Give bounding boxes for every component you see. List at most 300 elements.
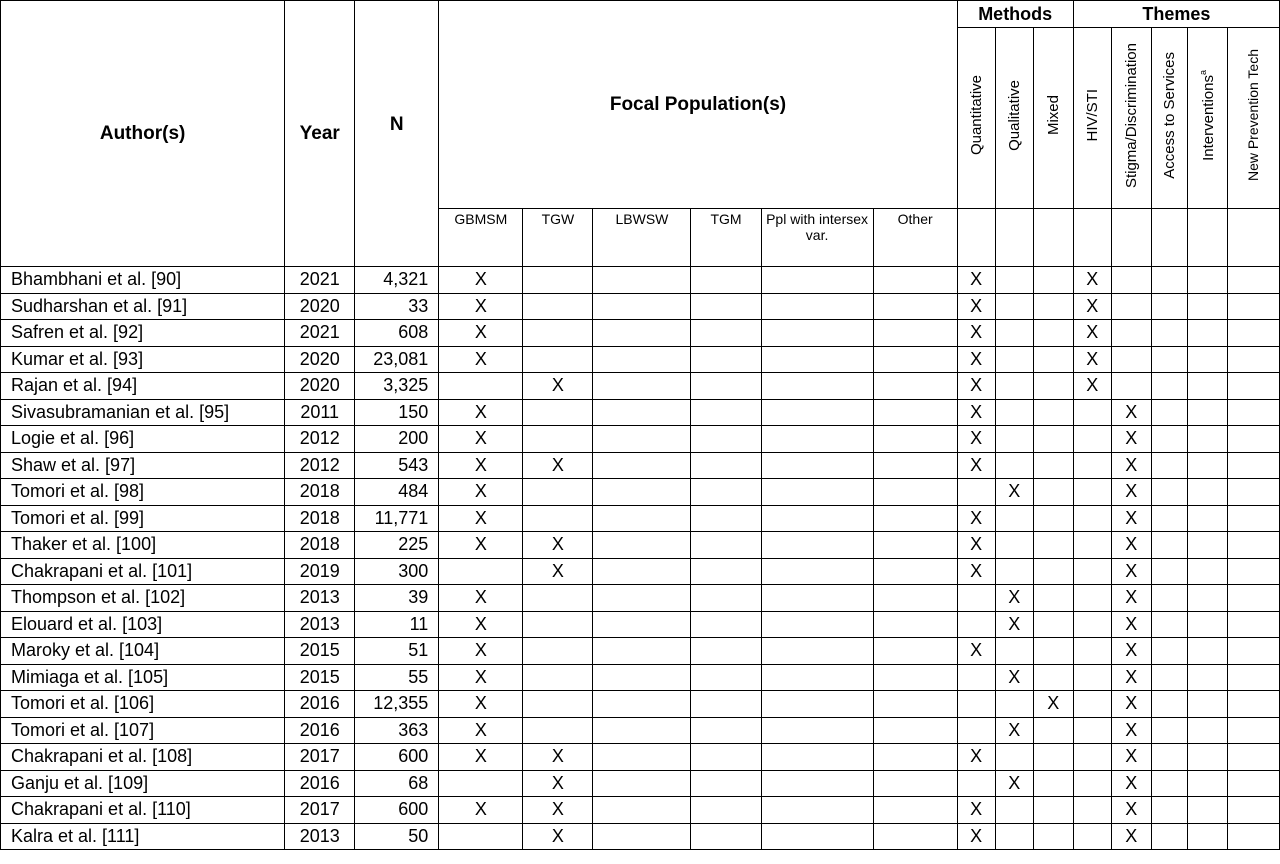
method-mark-cell [1033,532,1073,559]
focal-mark-cell [691,744,761,771]
focal-mark-cell [691,346,761,373]
focal-mark-cell [593,744,691,771]
table-row [1,505,1280,532]
year-cell: 2012 [285,452,355,479]
theme-mark-cell [1227,399,1279,426]
theme-mark-cell [1151,717,1187,744]
theme-mark-cell [1151,558,1187,585]
focal-mark-cell [593,373,691,400]
theme-mark-cell: X [1111,823,1151,850]
theme-mark-cell: X [1073,346,1111,373]
theme-mark-cell [1187,267,1227,294]
table-row [1,373,1280,400]
focal-mark-cell: X [439,638,523,665]
author-header: Author(s) [1,1,285,267]
theme-mark-cell [1151,797,1187,824]
focal-mark-cell [691,717,761,744]
focal-mark-cell [761,267,873,294]
theme-mark-cell [1227,346,1279,373]
theme-col-label: Stigma/Discrimination [1122,42,1140,189]
focal-mark-cell [691,373,761,400]
n-cell: 600 [355,744,439,771]
focal-mark-cell [523,585,593,612]
n-cell: 200 [355,426,439,453]
year-cell: 2021 [285,320,355,347]
focal-mark-cell [523,611,593,638]
method-mark-cell [1033,558,1073,585]
method-mark-cell: X [957,399,995,426]
theme-mark-cell: X [1111,505,1151,532]
focal-mark-cell [873,638,957,665]
focal-mark-cell [691,823,761,850]
theme-mark-cell [1073,770,1111,797]
theme-col-header [1073,28,1111,209]
year-cell: 2016 [285,717,355,744]
method-mark-cell: X [957,452,995,479]
theme-mark-cell [1151,373,1187,400]
focal-mark-cell [523,399,593,426]
n-cell: 51 [355,638,439,665]
method-mark-cell: X [957,267,995,294]
theme-mark-cell [1187,293,1227,320]
n-cell: 50 [355,823,439,850]
focal-mark-cell [873,399,957,426]
theme-mark-cell [1227,823,1279,850]
focal-mark-cell: X [523,558,593,585]
theme-mark-cell [1111,267,1151,294]
focal-mark-cell [761,426,873,453]
method-col-label: Mixed [1044,95,1062,136]
blank-cell [1187,209,1227,267]
table-row [1,585,1280,612]
theme-mark-cell [1227,452,1279,479]
n-cell: 150 [355,399,439,426]
method-mark-cell [995,638,1033,665]
method-mark-cell [995,399,1033,426]
year-cell: 2020 [285,293,355,320]
focal-mark-cell [761,770,873,797]
n-cell: 4,321 [355,267,439,294]
author-cell: Mimiaga et al. [105] [1,664,285,691]
theme-mark-cell [1187,373,1227,400]
focal-mark-cell [873,717,957,744]
focal-mark-cell [873,664,957,691]
method-mark-cell [1033,505,1073,532]
theme-mark-cell: X [1111,452,1151,479]
focal-mark-cell [761,293,873,320]
table-row [1,664,1280,691]
theme-mark-cell [1151,664,1187,691]
theme-mark-cell [1111,320,1151,347]
theme-mark-cell [1187,797,1227,824]
method-mark-cell [1033,267,1073,294]
focal-mark-cell [691,797,761,824]
focal-mark-cell [593,611,691,638]
focal-mark-cell [691,479,761,506]
theme-mark-cell [1151,611,1187,638]
method-mark-cell: X [995,664,1033,691]
theme-mark-cell: X [1073,293,1111,320]
method-mark-cell: X [1033,691,1073,718]
theme-mark-cell [1187,664,1227,691]
focal-col-header: GBMSM [439,209,523,267]
focal-mark-cell: X [439,479,523,506]
method-mark-cell [957,585,995,612]
focal-mark-cell [761,717,873,744]
focal-mark-cell [873,267,957,294]
theme-mark-cell [1073,611,1111,638]
focal-mark-cell [761,373,873,400]
year-cell: 2013 [285,611,355,638]
theme-col-label [1198,70,1217,161]
theme-col-header [1187,28,1227,209]
table-row [1,611,1280,638]
theme-mark-cell [1227,267,1279,294]
method-mark-cell: X [957,638,995,665]
year-cell: 2020 [285,346,355,373]
focal-mark-cell [593,797,691,824]
blank-cell [1111,209,1151,267]
n-header: N [355,1,439,267]
focal-mark-cell [873,479,957,506]
focal-mark-cell [761,823,873,850]
method-col-header [957,28,995,209]
theme-mark-cell: X [1111,479,1151,506]
focal-mark-cell [691,611,761,638]
theme-mark-cell [1227,532,1279,559]
method-mark-cell [1033,426,1073,453]
table-row [1,823,1280,850]
year-cell: 2021 [285,267,355,294]
method-mark-cell: X [957,505,995,532]
theme-col-header [1111,28,1151,209]
author-cell: Logie et al. [96] [1,426,285,453]
method-col-header [1033,28,1073,209]
blank-cell [995,209,1033,267]
focal-mark-cell [691,664,761,691]
focal-mark-cell: X [523,373,593,400]
table-row [1,267,1280,294]
focal-mark-cell: X [523,532,593,559]
focal-mark-cell [439,770,523,797]
method-mark-cell: X [957,426,995,453]
focal-mark-cell: X [439,664,523,691]
theme-col-header [1227,28,1279,209]
author-cell: Tomori et al. [99] [1,505,285,532]
method-mark-cell: X [957,320,995,347]
blank-cell [1033,209,1073,267]
focal-mark-cell [691,399,761,426]
focal-mark-cell [873,452,957,479]
table-row [1,558,1280,585]
theme-mark-cell [1151,585,1187,612]
method-mark-cell [1033,770,1073,797]
table-row [1,293,1280,320]
method-col-header [995,28,1033,209]
method-mark-cell: X [957,532,995,559]
focal-mark-cell [691,691,761,718]
focal-mark-cell [761,532,873,559]
focal-mark-cell [761,744,873,771]
method-mark-cell [1033,664,1073,691]
method-mark-cell [1033,585,1073,612]
theme-mark-cell [1187,638,1227,665]
theme-mark-cell: X [1111,611,1151,638]
blank-cell [957,209,995,267]
theme-mark-cell [1073,399,1111,426]
author-cell: Kalra et al. [111] [1,823,285,850]
theme-mark-cell [1227,558,1279,585]
blank-cell [1073,209,1111,267]
theme-mark-cell [1187,717,1227,744]
n-cell: 3,325 [355,373,439,400]
author-cell: Tomori et al. [106] [1,691,285,718]
theme-mark-cell: X [1111,664,1151,691]
method-mark-cell: X [957,797,995,824]
theme-mark-cell [1187,744,1227,771]
focal-mark-cell [691,293,761,320]
author-cell: Rajan et al. [94] [1,373,285,400]
focal-mark-cell [761,585,873,612]
table-row [1,691,1280,718]
year-header: Year [285,1,355,267]
theme-mark-cell: X [1111,558,1151,585]
table-row [1,770,1280,797]
focal-mark-cell [523,691,593,718]
year-cell: 2013 [285,823,355,850]
focal-mark-cell [691,585,761,612]
focal-mark-cell [439,823,523,850]
focal-mark-cell [523,267,593,294]
theme-mark-cell [1227,770,1279,797]
theme-mark-cell [1111,373,1151,400]
focal-mark-cell [439,558,523,585]
focal-mark-cell [761,452,873,479]
focal-mark-cell [873,320,957,347]
table-row [1,346,1280,373]
focal-mark-cell [873,558,957,585]
theme-mark-cell: X [1111,770,1151,797]
year-cell: 2017 [285,797,355,824]
theme-mark-cell [1227,638,1279,665]
n-cell: 11,771 [355,505,439,532]
method-mark-cell [1033,479,1073,506]
author-cell: Elouard et al. [103] [1,611,285,638]
theme-mark-cell [1227,505,1279,532]
method-mark-cell [1033,293,1073,320]
table-body [1,267,1280,850]
theme-col-label: HIV/STI [1083,89,1101,142]
theme-mark-cell: X [1111,532,1151,559]
table-row [1,532,1280,559]
focal-mark-cell: X [523,823,593,850]
author-cell: Kumar et al. [93] [1,346,285,373]
theme-mark-cell [1227,585,1279,612]
theme-mark-cell [1187,823,1227,850]
focal-mark-cell: X [523,452,593,479]
method-mark-cell [995,797,1033,824]
theme-mark-cell [1151,532,1187,559]
n-cell: 300 [355,558,439,585]
n-cell: 23,081 [355,346,439,373]
n-cell: 55 [355,664,439,691]
focal-mark-cell [761,638,873,665]
method-mark-cell [995,426,1033,453]
method-mark-cell [1033,823,1073,850]
theme-col-label: New Prevention Tech [1245,49,1262,182]
focal-mark-cell [523,505,593,532]
table-row [1,638,1280,665]
focal-mark-cell [593,638,691,665]
focal-mark-cell [593,293,691,320]
focal-mark-cell [523,479,593,506]
focal-col-header: Other [873,209,957,267]
focal-mark-cell [593,320,691,347]
method-mark-cell [995,346,1033,373]
theme-mark-cell [1111,293,1151,320]
method-mark-cell: X [957,346,995,373]
theme-mark-cell: X [1111,399,1151,426]
n-cell: 600 [355,797,439,824]
theme-mark-cell [1151,823,1187,850]
focal-mark-cell: X [439,426,523,453]
theme-mark-cell [1073,505,1111,532]
theme-mark-cell [1151,479,1187,506]
theme-mark-cell [1187,399,1227,426]
theme-mark-cell [1187,452,1227,479]
focal-mark-cell: X [439,717,523,744]
focal-mark-cell: X [523,744,593,771]
method-mark-cell [995,691,1033,718]
n-cell: 11 [355,611,439,638]
method-mark-cell [995,452,1033,479]
blank-cell [1151,209,1187,267]
theme-mark-cell [1227,744,1279,771]
focal-mark-cell [761,346,873,373]
year-cell: 2018 [285,479,355,506]
focal-mark-cell [873,770,957,797]
method-mark-cell [1033,797,1073,824]
theme-mark-cell: X [1111,691,1151,718]
theme-mark-cell [1227,691,1279,718]
year-cell: 2015 [285,664,355,691]
method-mark-cell: X [995,585,1033,612]
focal-mark-cell [873,823,957,850]
method-mark-cell: X [957,744,995,771]
year-cell: 2011 [285,399,355,426]
focal-mark-cell [593,823,691,850]
theme-mark-cell [1227,664,1279,691]
table-row [1,744,1280,771]
focal-mark-cell [761,399,873,426]
author-cell: Maroky et al. [104] [1,638,285,665]
method-mark-cell [957,611,995,638]
theme-mark-cell [1151,399,1187,426]
method-col-label: Qualitative [1005,80,1023,151]
theme-mark-cell [1073,638,1111,665]
author-cell: Bhambhani et al. [90] [1,267,285,294]
theme-mark-cell [1187,585,1227,612]
focal-mark-cell [691,770,761,797]
focal-mark-cell [873,611,957,638]
focal-mark-cell [873,532,957,559]
year-cell: 2013 [285,585,355,612]
focal-mark-cell [761,479,873,506]
year-cell: 2018 [285,505,355,532]
theme-mark-cell [1151,320,1187,347]
focal-mark-cell [523,426,593,453]
method-mark-cell [1033,320,1073,347]
method-mark-cell: X [995,717,1033,744]
method-mark-cell: X [995,770,1033,797]
focal-mark-cell [439,373,523,400]
year-cell: 2019 [285,558,355,585]
focal-mark-cell [873,797,957,824]
focal-mark-cell [593,664,691,691]
theme-mark-cell [1187,505,1227,532]
focal-mark-cell: X [439,320,523,347]
theme-mark-cell [1073,664,1111,691]
theme-mark-cell [1151,638,1187,665]
method-mark-cell [1033,399,1073,426]
theme-mark-cell [1187,558,1227,585]
year-cell: 2016 [285,770,355,797]
theme-mark-cell [1073,744,1111,771]
focal-mark-cell [761,558,873,585]
focal-mark-cell [691,267,761,294]
n-cell: 484 [355,479,439,506]
blank-cell [1227,209,1279,267]
theme-mark-cell [1073,532,1111,559]
focal-mark-cell [523,346,593,373]
method-mark-cell [995,373,1033,400]
theme-mark-cell: X [1073,373,1111,400]
method-mark-cell [957,717,995,744]
method-mark-cell: X [995,611,1033,638]
focal-mark-cell [593,452,691,479]
focal-mark-cell: X [439,797,523,824]
focal-mark-cell [593,532,691,559]
n-cell: 33 [355,293,439,320]
theme-mark-cell [1187,426,1227,453]
focal-mark-cell [593,267,691,294]
theme-mark-cell: X [1073,320,1111,347]
theme-mark-cell [1187,691,1227,718]
theme-mark-cell: X [1111,744,1151,771]
theme-mark-cell [1151,346,1187,373]
focal-mark-cell: X [439,532,523,559]
focal-mark-cell: X [439,452,523,479]
author-cell: Shaw et al. [97] [1,452,285,479]
theme-mark-cell [1227,426,1279,453]
theme-mark-cell [1151,505,1187,532]
theme-mark-cell [1073,452,1111,479]
author-cell: Tomori et al. [98] [1,479,285,506]
theme-mark-cell: X [1111,717,1151,744]
focal-mark-cell [523,638,593,665]
method-mark-cell [995,293,1033,320]
focal-col-header: LBWSW [593,209,691,267]
theme-col-header [1151,28,1187,209]
n-cell: 225 [355,532,439,559]
focal-col-header: TGM [691,209,761,267]
theme-mark-cell [1227,479,1279,506]
focal-mark-cell [593,479,691,506]
focal-mark-cell: X [439,505,523,532]
focal-mark-cell [523,320,593,347]
theme-col-label: Access to Services [1160,52,1178,179]
theme-mark-cell [1073,691,1111,718]
